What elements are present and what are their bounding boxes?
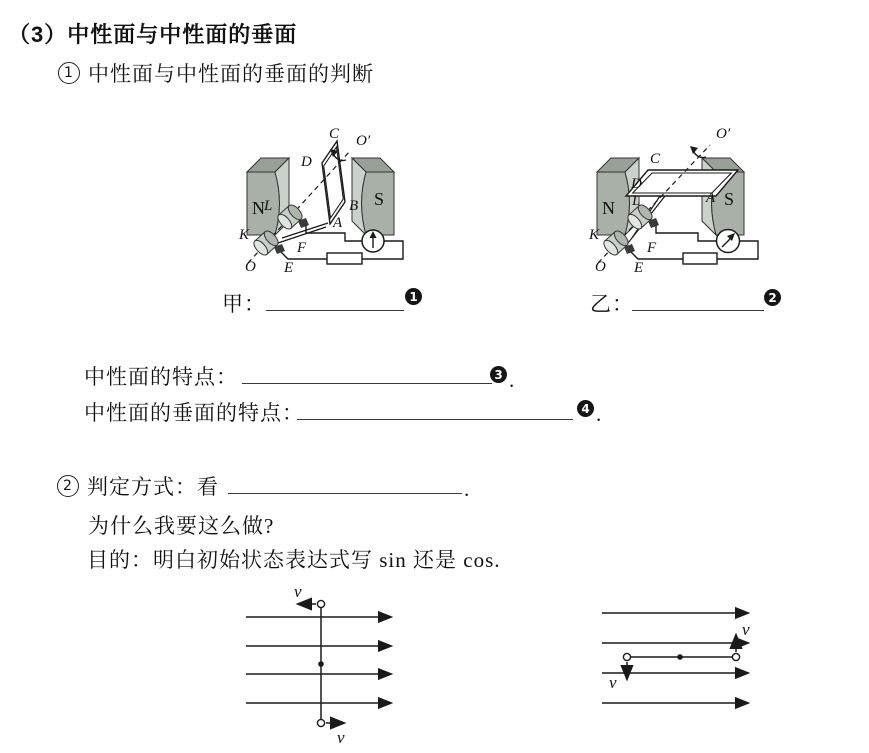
resistor [327,253,362,264]
rod-end-point [317,600,324,607]
label-l: L [632,193,641,209]
s-pole-label: S [724,189,735,209]
resistor [683,253,717,264]
label-o: O [595,259,606,275]
label-o-prime: O′ [356,133,371,149]
generator-yi-figure [578,113,763,288]
caption-jia: 甲： [222,292,266,316]
subsection-1-heading [58,58,374,88]
purpose-line: 目的：明白初始状态表达式写 sin 还是 cos. [87,548,501,572]
marker-2-icon: 2 [764,289,781,306]
perpendicular-plane-label: 中性面的垂面的特点： [84,401,304,425]
rod-center-point [318,661,324,667]
rod-end-point [732,653,739,660]
n-pole-label: N [602,198,615,218]
n-pole-label: N [252,198,265,218]
field-lines [246,617,391,703]
label-k: K [239,227,250,243]
field-diagram-parallel [595,593,770,738]
label-l: L [264,198,273,214]
label-d: D [631,176,642,192]
label-a: A [333,215,343,231]
blank-line-neutral [242,382,492,384]
field-diagram-perpendicular [238,580,413,750]
blank-line-yi [632,309,764,311]
label-f: F [647,240,657,256]
label-c: C [329,126,340,142]
blank-line-jia [266,309,404,311]
label-a: A [706,190,716,206]
s-pole-label: S [374,189,385,209]
page-title: （3）中性面与中性面的垂面 [8,22,298,47]
marker-4-icon: 4 [577,400,594,417]
rod-end-point [623,653,630,660]
blank-line-perpendicular [297,418,573,420]
v-label: v [337,728,345,747]
v-label: v [742,620,750,639]
circled-1-icon: 1 [58,62,80,84]
judge-method-text: 判定方式：看 [87,475,219,499]
label-b: B [349,198,359,214]
label-o-prime: O′ [716,126,731,142]
galvanometer [362,230,384,252]
label-f: F [297,240,307,256]
s-magnet [352,158,394,235]
label-d: D [301,154,312,170]
blank-line-judge [228,492,462,494]
generator-jia-figure [228,113,413,288]
label-e: E [634,260,644,276]
circled-2-icon: 2 [57,475,79,497]
galvanometer [717,230,740,253]
v-label: v [609,673,617,692]
rod-center-point [677,654,683,660]
subsection-1-text: 中性面与中性面的垂面的判断 [88,62,374,86]
label-c: C [650,151,661,167]
period: . [596,402,602,426]
marker-3-icon: 3 [490,366,507,383]
marker-1-icon: 1 [405,288,422,305]
subsection-2-heading [57,471,219,501]
caption-yi: 乙： [590,292,634,316]
v-label: v [294,582,302,601]
period: . [464,477,470,501]
neutral-plane-label: 中性面的特点： [84,365,238,389]
why-line: 为什么我要这么做? [88,514,275,538]
period: . [509,368,515,392]
label-k: K [589,227,600,243]
rod-end-point [317,719,324,726]
label-o: O [245,259,256,275]
label-e: E [284,260,294,276]
